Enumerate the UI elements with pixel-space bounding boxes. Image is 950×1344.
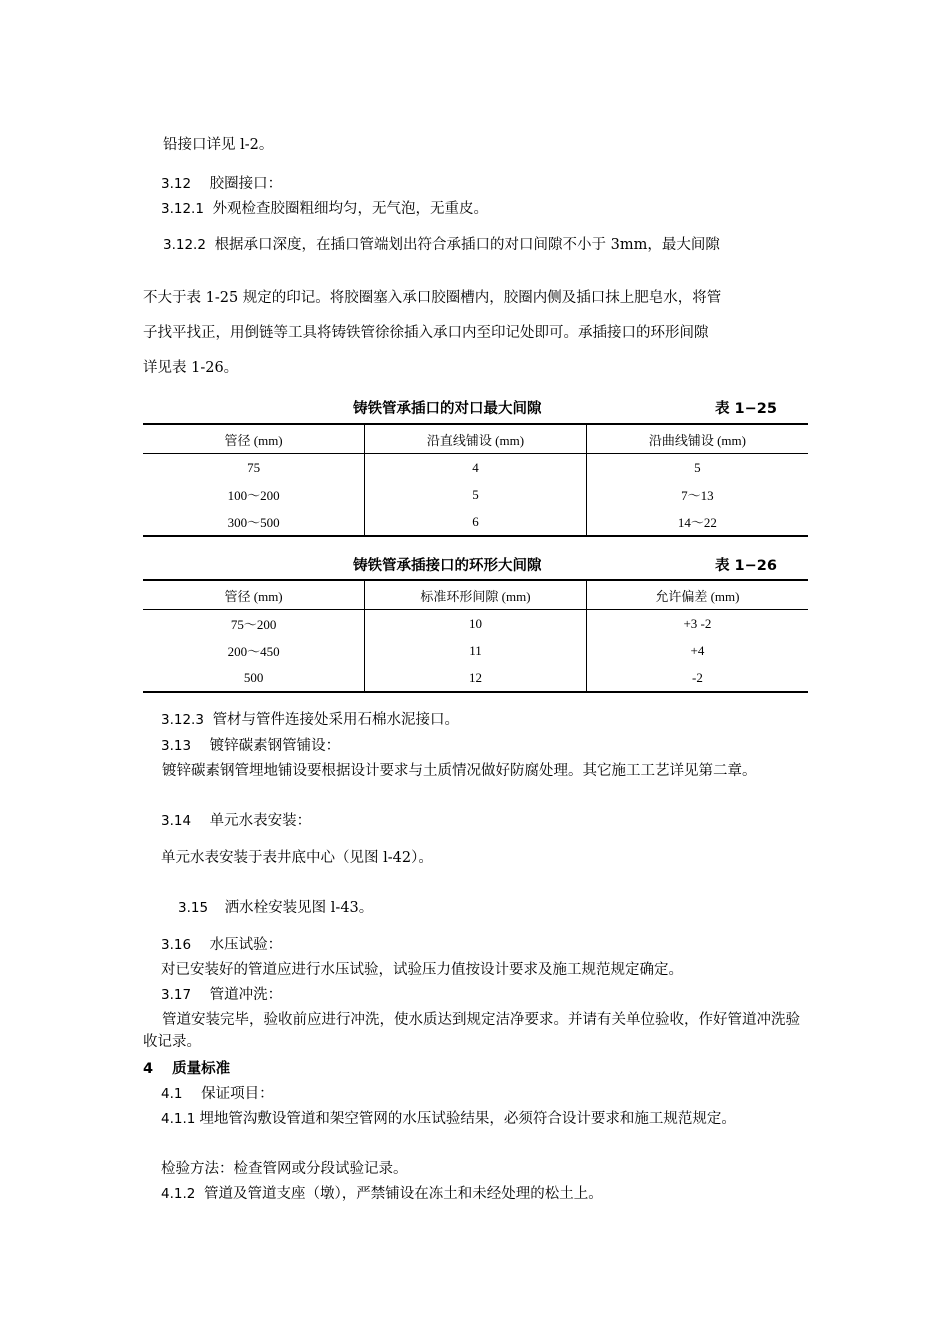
section-number: 3.13 bbox=[161, 738, 192, 754]
table-cell: +3 -2 bbox=[586, 610, 808, 638]
section-3-12 bbox=[161, 173, 826, 195]
section-heading: 胶圈接口： bbox=[209, 176, 283, 192]
table-header-row bbox=[143, 424, 808, 454]
table-cell: 300～500 bbox=[143, 508, 365, 536]
section-3-13-body: 镀锌碳素钢管埋地铺设要根据设计要求与土质情况做好防腐处理。其它施工工艺详见第二章。 bbox=[162, 763, 757, 779]
column-header: 允许偏差 (mm) bbox=[586, 580, 808, 610]
section-4-1-1 bbox=[143, 1108, 808, 1130]
section-heading: 管道冲洗： bbox=[209, 987, 283, 1003]
section-number: 3.15 bbox=[178, 900, 209, 916]
section-4-heading bbox=[143, 1058, 808, 1080]
table-cell: 7～13 bbox=[586, 481, 808, 508]
paragraph-line: 子找平找正，用倒链等工具将铸铁管徐徐插入承口内至印记处即可。承插接口的环形间隙 bbox=[143, 325, 709, 341]
section-heading: 单元水表安装： bbox=[209, 813, 312, 829]
paragraph-line: 详见表 1-26。 bbox=[143, 360, 239, 376]
section-3-17-body: 管道安装完毕，验收前应进行冲洗，使水质达到规定洁净要求。并请有关单位验收，作好管道冲洗验收记录。 bbox=[143, 1012, 800, 1050]
section-4-1-2 bbox=[161, 1183, 826, 1205]
table-cell: 12 bbox=[365, 664, 587, 692]
table-cell: 4 bbox=[365, 454, 587, 482]
table-header-row bbox=[143, 580, 808, 610]
inspection-method: 检验方法：检查管网或分段试验记录。 bbox=[161, 1161, 408, 1177]
section-number: 4.1.1 bbox=[161, 1111, 196, 1127]
section-3-14-body: 单元水表安装于表井底中心（见图 l-42）。 bbox=[161, 850, 433, 866]
table-cell: 5 bbox=[586, 454, 808, 482]
section-heading: 质量标准 bbox=[172, 1061, 231, 1077]
section-3-12-1 bbox=[161, 198, 826, 220]
section-heading: 镀锌碳素钢管铺设： bbox=[209, 738, 341, 754]
section-3-12-2 bbox=[163, 234, 828, 256]
section-4-1 bbox=[161, 1083, 826, 1105]
table-row bbox=[143, 610, 808, 638]
section-3-17 bbox=[161, 984, 826, 1006]
table-row bbox=[143, 664, 808, 692]
section-text: 管道及管道支座（墩），严禁铺设在冻土和未经处理的松土上。 bbox=[203, 1186, 603, 1202]
section-3-12-3 bbox=[161, 709, 826, 731]
section-text: 埋地管沟敷设管道和架空管网的水压试验结果，必须符合设计要求和施工规范规定。 bbox=[199, 1111, 736, 1127]
table-cell: 75～200 bbox=[230, 617, 277, 632]
section-number: 3.12.1 bbox=[161, 201, 204, 217]
table-title: 铸铁管承插接口的环形大间隙 bbox=[353, 558, 542, 574]
table-cell: 100～200 bbox=[227, 488, 280, 503]
section-heading: 保证项目： bbox=[201, 1086, 274, 1102]
column-header: 沿曲线铺设 (mm) bbox=[586, 424, 808, 454]
paragraph-line: 不大于表 1-25 规定的印记。将胶圈塞入承口胶圈槽内，胶圈内侧及插口抹上肥皂水，将管 bbox=[143, 290, 722, 306]
column-header: 管径 (mm) bbox=[143, 580, 365, 610]
section-3-16 bbox=[161, 934, 826, 956]
section-number: 3.12.3 bbox=[161, 712, 204, 728]
paragraph-lead-joint: 铅接口详见 l-2。 bbox=[163, 137, 274, 153]
table-row bbox=[143, 481, 808, 508]
table-1-26 bbox=[143, 579, 808, 693]
section-text: 外观检查胶圈粗细均匀，无气泡，无重皮。 bbox=[212, 201, 489, 217]
section-3-13 bbox=[161, 735, 826, 757]
table-number: 表 1−25 bbox=[715, 401, 777, 417]
section-number: 4.1.2 bbox=[161, 1186, 196, 1202]
column-header: 标准环形间隙 (mm) bbox=[365, 580, 587, 610]
section-number: 3.17 bbox=[161, 987, 192, 1003]
section-3-14 bbox=[161, 810, 826, 832]
table-cell: 11 bbox=[365, 637, 587, 664]
section-number: 4 bbox=[143, 1061, 154, 1077]
section-text: 根据承口深度，在插口管端划出符合承插口的对口间隙不小于 3mm，最大间隙 bbox=[214, 237, 720, 253]
table-cell: 500 bbox=[143, 664, 365, 692]
table-cell: -2 bbox=[586, 664, 808, 692]
table-row bbox=[143, 637, 808, 664]
table-cell: 75 bbox=[247, 459, 261, 475]
table-cell: 5 bbox=[365, 481, 587, 508]
table-1-25 bbox=[143, 423, 808, 537]
section-number: 3.12.2 bbox=[163, 237, 206, 253]
column-header: 沿直线铺设 (mm) bbox=[365, 424, 587, 454]
table-title: 铸铁管承插口的对口最大间隙 bbox=[353, 401, 542, 417]
table-cell: 6 bbox=[365, 508, 587, 536]
table-cell: 14～22 bbox=[586, 508, 808, 536]
section-number: 4.1 bbox=[161, 1086, 183, 1102]
section-number: 3.12 bbox=[161, 176, 192, 192]
section-3-15 bbox=[178, 897, 843, 919]
table-cell: +4 bbox=[586, 637, 808, 664]
section-3-16-body: 对已安装好的管道应进行水压试验，试验压力值按设计要求及施工规范规定确定。 bbox=[161, 962, 683, 978]
section-heading: 水压试验： bbox=[209, 937, 283, 953]
table-row bbox=[143, 454, 808, 482]
section-number: 3.14 bbox=[161, 813, 192, 829]
section-number: 3.16 bbox=[161, 937, 192, 953]
table-cell: 200～450 bbox=[227, 644, 280, 659]
section-text: 洒水栓安装见图 l-43。 bbox=[224, 900, 374, 916]
table-number: 表 1−26 bbox=[715, 558, 777, 574]
column-header: 管径 (mm) bbox=[143, 424, 365, 454]
table-cell: 10 bbox=[365, 610, 587, 638]
table-row bbox=[143, 508, 808, 536]
section-text: 管材与管件连接处采用石棉水泥接口。 bbox=[212, 712, 460, 728]
